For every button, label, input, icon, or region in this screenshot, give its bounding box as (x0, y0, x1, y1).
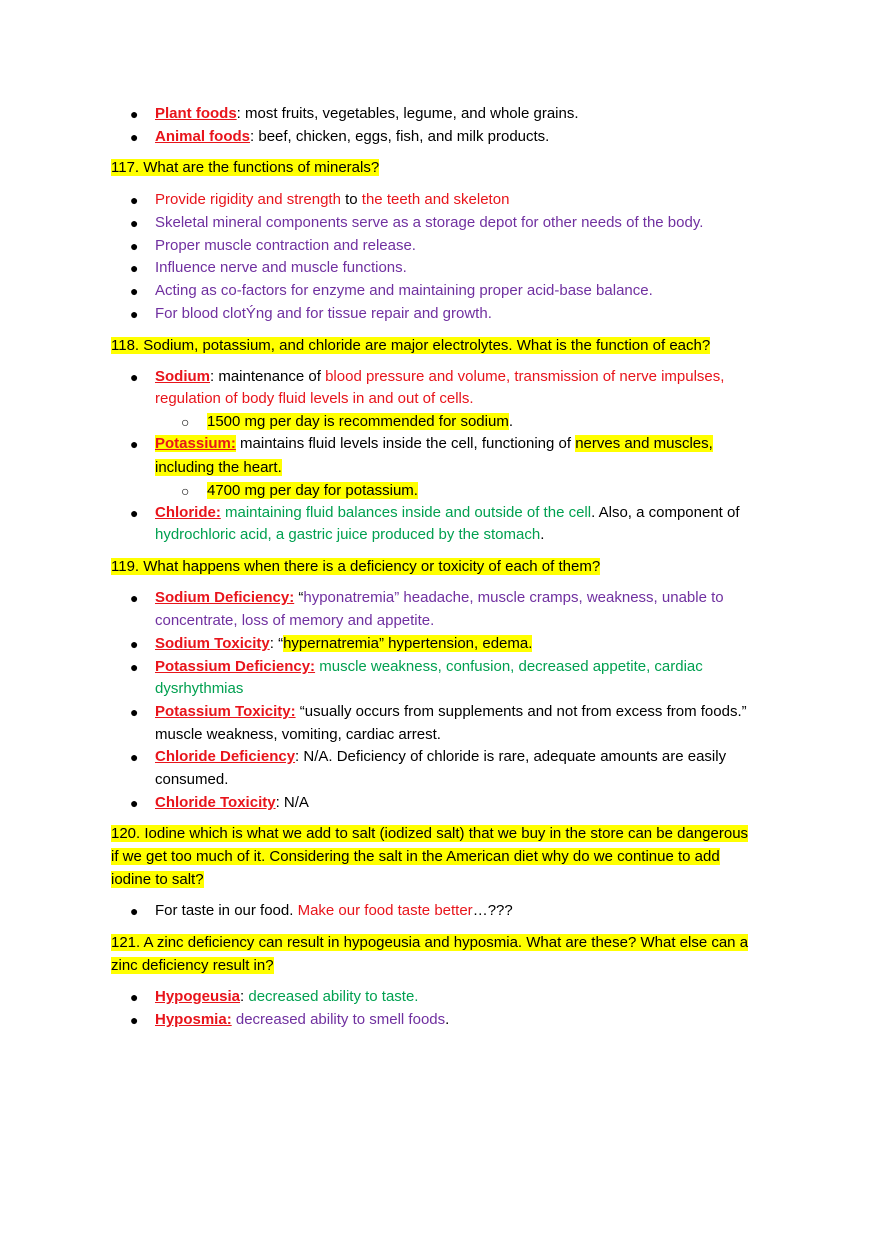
bullet-icon: ● (130, 192, 139, 208)
bullet-icon: ● (130, 238, 139, 254)
bullet-icon: ● (130, 283, 139, 299)
list-item-animal-foods: Animal foods: beef, chicken, eggs, fish, and milk products. (155, 128, 550, 145)
list-item: Proper muscle contraction and release. (155, 237, 416, 254)
sub-list-item: 4700 mg per day for potassium. (207, 482, 418, 499)
sub-list-item: 1500 mg per day is recommended for sodium. (207, 413, 513, 430)
list-item-continuation: dysrhythmias (155, 680, 244, 697)
question-120-line3: iodine to salt? (111, 871, 204, 888)
question-118: 118. Sodium, potassium, and chloride are major electrolytes. What is the function of each? (111, 337, 711, 354)
list-item-hypogeusia: Hypogeusia: decreased ability to taste. (155, 988, 419, 1005)
list-item-plant-foods: Plant foods: most fruits, vegetables, legume, and whole grains. (155, 105, 579, 122)
bullet-icon: ● (130, 903, 139, 919)
list-item-sodium-toxicity: Sodium Toxicity: “hypernatremia” hypertension, edema. (155, 635, 533, 652)
list-item-sodium: Sodium: maintenance of blood pressure and volume, transmission of nerve impulses, (155, 368, 725, 385)
bullet-icon: ● (130, 749, 139, 765)
question-119: 119. What happens when there is a deficiency or toxicity of each of them? (111, 558, 601, 575)
bullet-icon: ● (130, 795, 139, 811)
sub-bullet-icon: ○ (181, 414, 190, 430)
list-item-continuation: concentrate, loss of memory and appetite. (155, 612, 435, 629)
list-item-continuation: hydrochloric acid, a gastric juice produced by the stomach. (155, 526, 545, 543)
list-item: Provide rigidity and strength to the teeth and skeleton (155, 191, 510, 208)
list-item-potassium-deficiency: Potassium Deficiency: muscle weakness, confusion, decreased appetite, cardiac (155, 658, 703, 675)
bullet-icon: ● (130, 215, 139, 231)
question-117: 117. What are the functions of minerals? (111, 159, 380, 176)
bullet-icon: ● (130, 129, 139, 145)
list-item-continuation: consumed. (155, 771, 229, 788)
list-item-continuation: including the heart. (155, 459, 282, 476)
list-item-sodium-deficiency: Sodium Deficiency: “hyponatremia” headache, muscle cramps, weakness, unable to (155, 589, 724, 606)
list-item: Acting as co-factors for enzyme and maintaining proper acid-base balance. (155, 282, 653, 299)
bullet-icon: ● (130, 659, 139, 675)
question-121-line2: zinc deficiency result in? (111, 957, 274, 974)
question-121: 121. A zinc deficiency can result in hypogeusia and hyposmia. What are these? What else can a (111, 934, 749, 951)
bullet-icon: ● (130, 260, 139, 276)
list-item: For blood clotÝng and for tissue repair and growth. (155, 305, 492, 322)
bullet-icon: ● (130, 306, 139, 322)
sub-bullet-icon: ○ (181, 483, 190, 499)
bullet-icon: ● (130, 1012, 139, 1028)
bullet-icon: ● (130, 106, 139, 122)
question-120: 120. Iodine which is what we add to salt (iodized salt) that we buy in the store can be dangerous (111, 825, 749, 842)
bullet-icon: ● (130, 369, 139, 385)
list-item-chloride-deficiency: Chloride Deficiency: N/A. Deficiency of chloride is rare, adequate amounts are easily (155, 748, 727, 765)
label-animal-foods: Animal foods (155, 128, 251, 145)
list-item: Influence nerve and muscle functions. (155, 259, 407, 276)
question-120-line2: if we get too much of it. Considering the salt in the American diet why do we continue to add (111, 848, 720, 865)
list-item-chloride-toxicity: Chloride Toxicity: N/A (155, 794, 309, 811)
bullet-icon: ● (130, 636, 139, 652)
list-item-potassium-toxicity: Potassium Toxicity: “usually occurs from supplements and not from excess from foods.” (155, 703, 747, 720)
list-item-hyposmia: Hyposmia: decreased ability to smell foods. (155, 1011, 450, 1028)
bullet-icon: ● (130, 989, 139, 1005)
list-item: Skeletal mineral components serve as a storage depot for other needs of the body. (155, 214, 704, 231)
bullet-icon: ● (130, 704, 139, 720)
list-item-chloride: Chloride: maintaining fluid balances inside and outside of the cell. Also, a component of (155, 504, 740, 521)
list-item-potassium: Potassium: maintains fluid levels inside the cell, functioning of nerves and muscles, (155, 435, 713, 452)
bullet-icon: ● (130, 505, 139, 521)
bullet-icon: ● (130, 590, 139, 606)
list-item-continuation: regulation of body fluid levels in and out of cells. (155, 390, 474, 407)
list-item-answer-120: For taste in our food. Make our food taste better…??? (155, 902, 513, 919)
bullet-icon: ● (130, 436, 139, 452)
list-item-continuation: muscle weakness, vomiting, cardiac arrest. (155, 726, 441, 743)
label-plant-foods: Plant foods (155, 105, 237, 122)
